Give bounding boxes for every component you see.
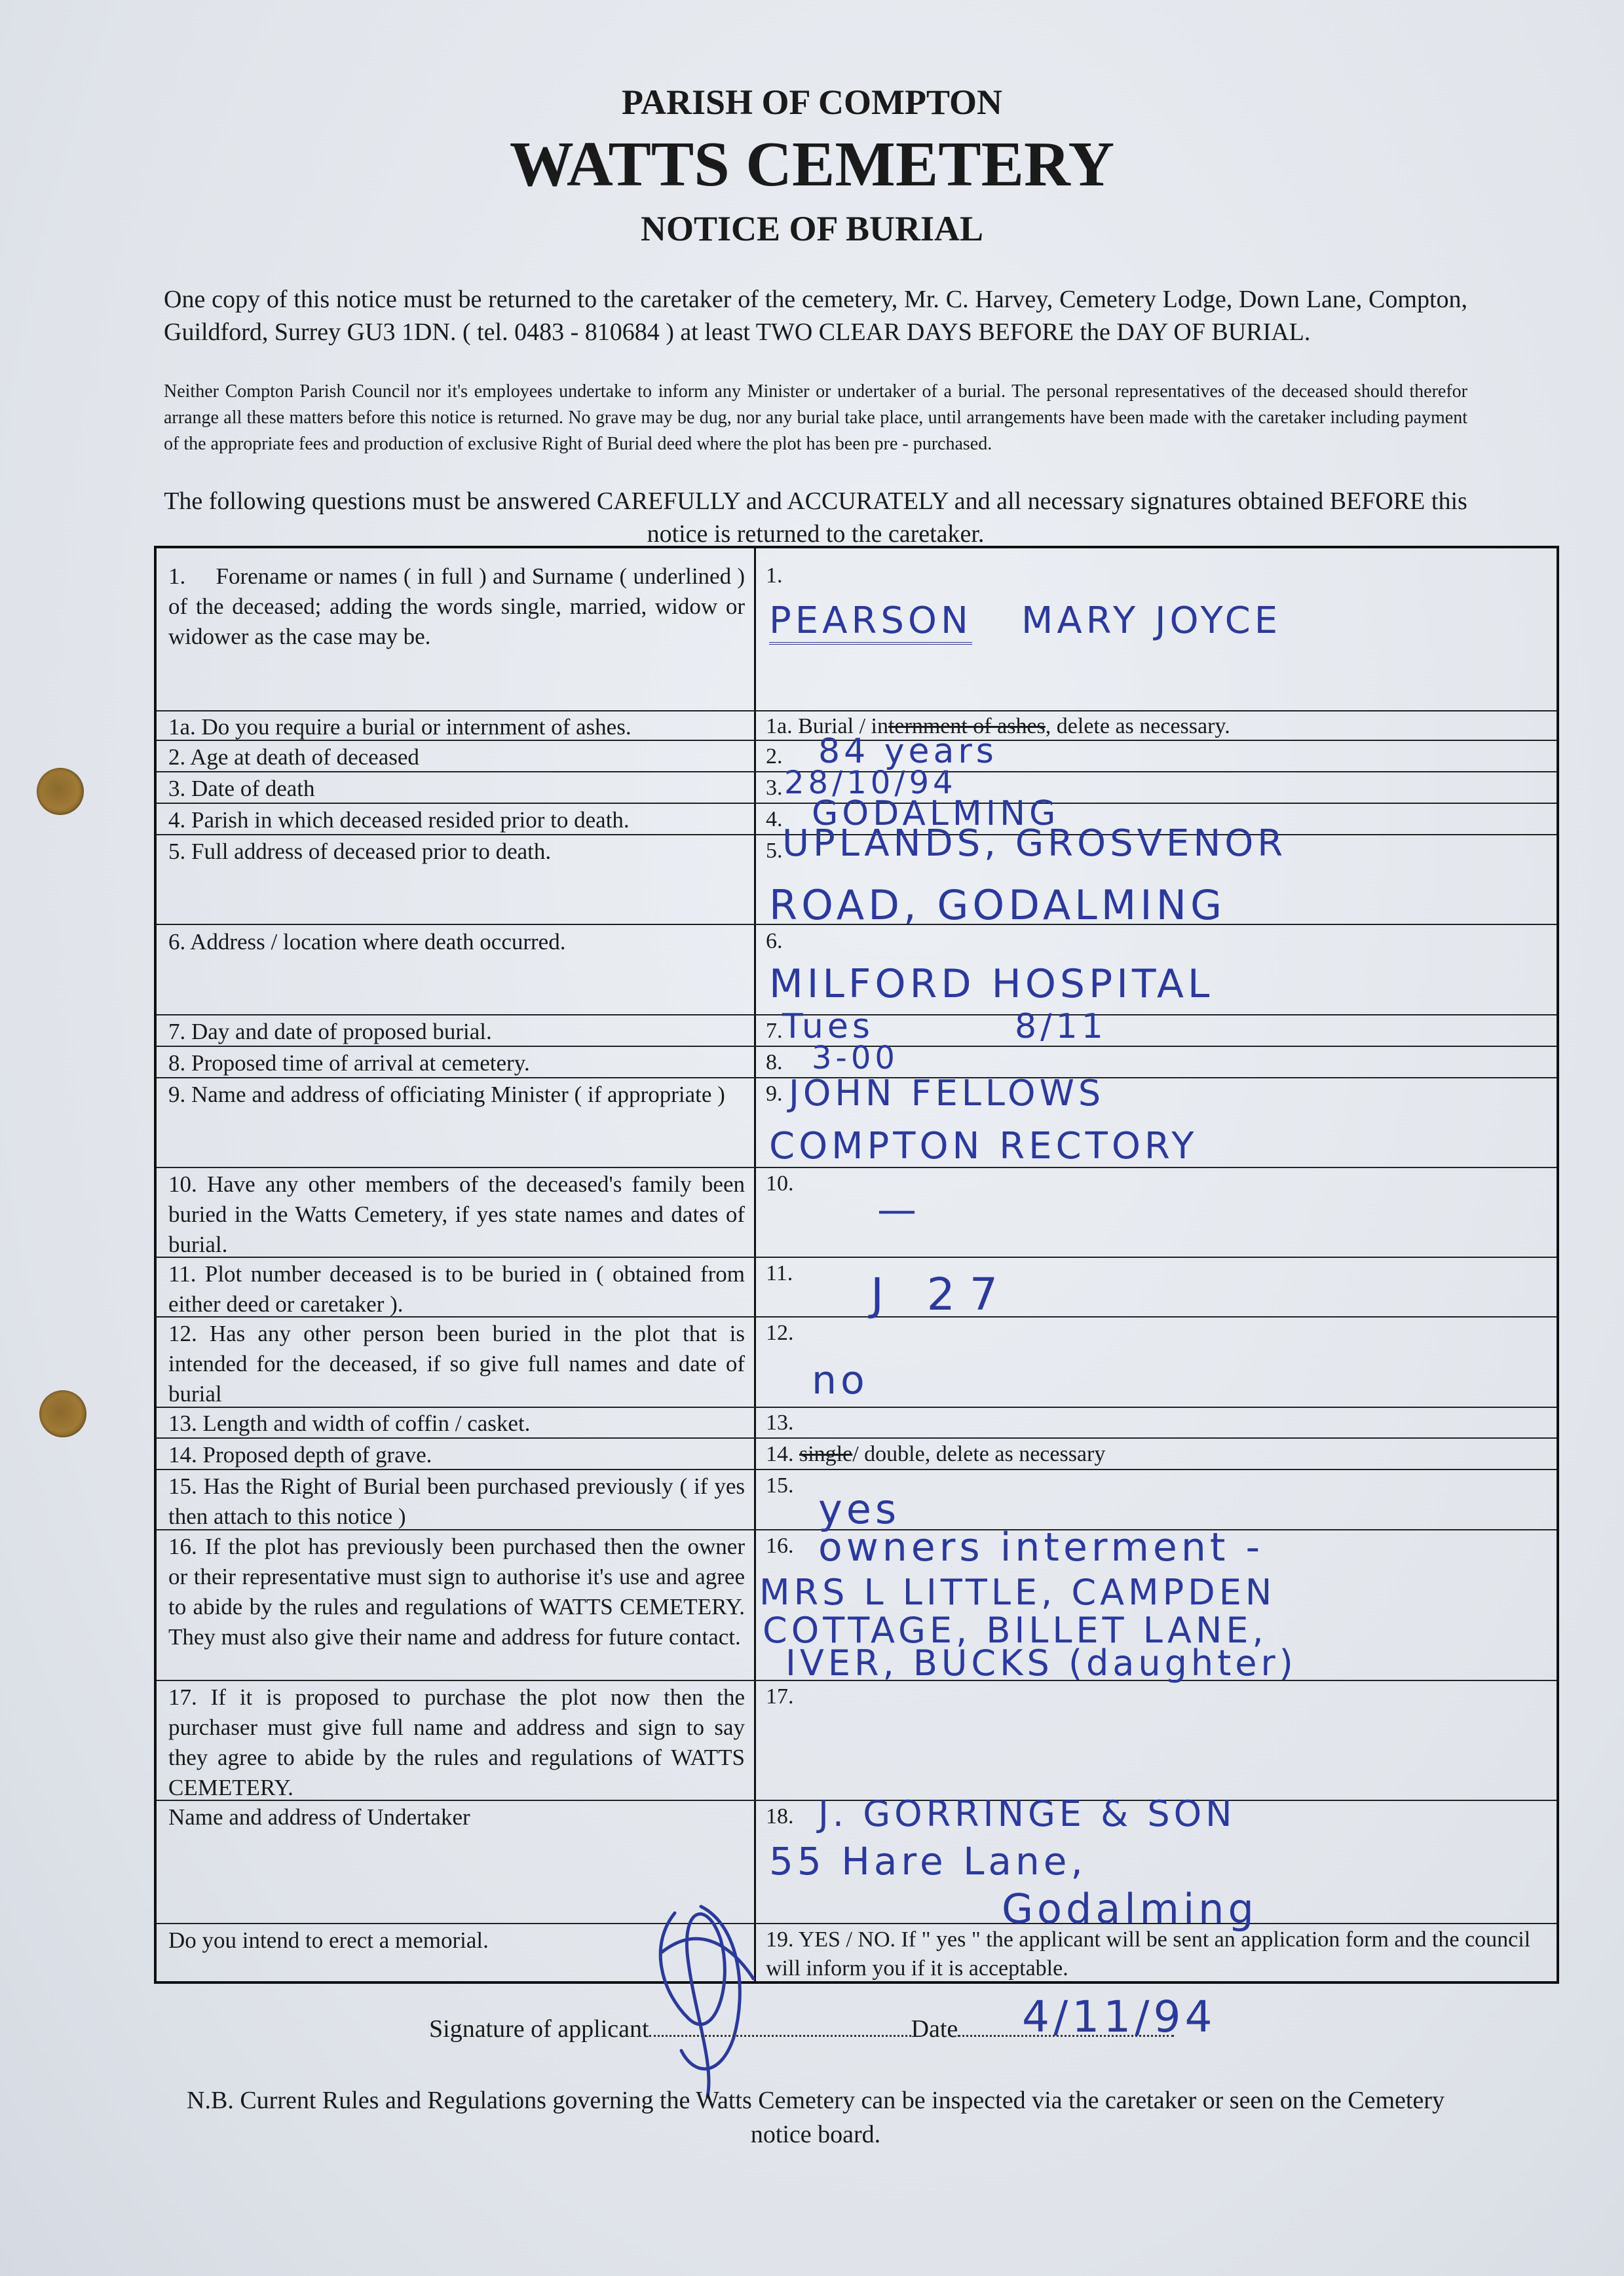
handwritten-undertaker-line1: J. GORRINGE & SON bbox=[818, 1793, 1236, 1834]
handwritten-owner-line3: COTTAGE, BILLET LANE, bbox=[763, 1610, 1268, 1651]
handwritten-q15-answer: yes bbox=[818, 1485, 901, 1533]
handwritten-plot-number: J 27 bbox=[871, 1269, 1013, 1321]
burial-form bbox=[154, 546, 1559, 1984]
handwritten-date-of-death: 28/10/94 bbox=[784, 765, 957, 801]
question-19: Do you intend to erect a memorial. bbox=[168, 1927, 489, 1953]
page-subtitle: NOTICE OF BURIAL bbox=[640, 209, 984, 248]
question-6: 6. Address / location where death occurred. bbox=[168, 929, 566, 955]
handwritten-arrival-time: 3-00 bbox=[812, 1040, 899, 1076]
answer-label-6: 6. bbox=[766, 929, 783, 953]
handwritten-owner-line1: owners interment - bbox=[818, 1525, 1264, 1570]
answer-label-1a-suffix: , delete as necessary. bbox=[1045, 714, 1230, 738]
answer-label-16: 16. bbox=[766, 1534, 794, 1558]
question-1a: 1a. Do you require a burial or internment of ashes. bbox=[168, 714, 632, 740]
question-14: 14. Proposed depth of grave. bbox=[168, 1442, 432, 1468]
answer-label-14 bbox=[766, 1440, 1105, 1469]
date-label: Date bbox=[911, 2015, 958, 2043]
row-rule bbox=[157, 710, 1557, 711]
column-divider bbox=[754, 548, 756, 1981]
question-7: 7. Day and date of proposed burial. bbox=[168, 1019, 492, 1044]
handwritten-owner-line2: MRS L LITTLE, CAMPDEN bbox=[759, 1572, 1276, 1613]
question-9: 9. Name and address of officiating Minister ( if appropriate ) bbox=[168, 1082, 725, 1107]
handwritten-signature-date: 4/11/94 bbox=[1022, 1992, 1217, 2042]
question-17: 17. If it is proposed to purchase the plot now then the purchaser must give full name and address and sign to say they agree to abide by the rules and regulations of WATTS CEMETERY. bbox=[168, 1684, 745, 1800]
question-2: 2. Age at death of deceased bbox=[168, 744, 419, 770]
footer-note: N.B. Current Rules and Regulations governing the Watts Cemetery can be inspected via the caretaker or seen on the Cemetery notice board. bbox=[187, 2087, 1445, 2148]
answer-label-7: 7. bbox=[766, 1019, 783, 1043]
answer-label-9: 9. bbox=[766, 1082, 783, 1106]
answer-label-14-suffix: / double, delete as necessary bbox=[852, 1442, 1106, 1466]
answer-label-12: 12. bbox=[766, 1321, 794, 1345]
intro-text: One copy of this notice must be returned to the caretaker of the cemetery, Mr. C. Harvey, Cemetery Lodge, Down Lane, Compton, Guildford, Surrey GU3 1DN. ( tel. 0483 - 810684 ) at least TWO CLEAR DAYS BEFORE the DAY OF BURIAL. bbox=[164, 286, 1467, 346]
answer-label-2: 2. bbox=[766, 744, 783, 768]
answer-label-10: 10. bbox=[766, 1171, 794, 1196]
handwritten-burial-date: 8/11 bbox=[1015, 1007, 1107, 1046]
applicant-signature bbox=[635, 1887, 780, 2103]
handwritten-undertaker-line3: Godalming bbox=[1002, 1885, 1258, 1933]
question-3: 3. Date of death bbox=[168, 776, 315, 801]
question-11: 11. Plot number deceased is to be buried in ( obtained from either deed or caretaker ). bbox=[168, 1261, 745, 1317]
answer-label-4: 4. bbox=[766, 807, 783, 831]
handwritten-address-line1: UPLANDS, GROSVENOR bbox=[782, 822, 1287, 865]
disclaimer-text: Neither Compton Parish Council nor it's employees undertake to inform any Minister or undertaker of a burial. The personal representatives of the deceased should therefor arrange all these matters before this notice is returned. No grave may be dug, nor any burial take place, until arrangements have been made with the caretaker including payment of the appropriate fees and production of exclusive Right of Burial deed where the plot has been pre - purchased. bbox=[164, 381, 1467, 454]
answer-label-5: 5. bbox=[766, 839, 783, 863]
row-rule bbox=[157, 1923, 1557, 1924]
answer-label-1a-struck: ternment of ashes bbox=[888, 714, 1046, 738]
handwritten-surname: PEARSON bbox=[769, 599, 972, 645]
answer-label-18: 18. bbox=[766, 1804, 794, 1829]
answer-label-1: 1. bbox=[766, 563, 783, 588]
handwritten-burial-day: Tues bbox=[782, 1007, 874, 1046]
handwritten-forenames: MARY JOYCE bbox=[1021, 599, 1282, 642]
answer-label-11: 11. bbox=[766, 1261, 793, 1285]
handwritten-minister-name: JOHN FELLOWS bbox=[789, 1072, 1105, 1114]
instructions-text: The following questions must be answered CAREFULLY and ACCURATELY and all necessary signatures obtained BEFORE this notice is returned to the caretaker. bbox=[164, 487, 1467, 548]
question-8: 8. Proposed time of arrival at cemetery. bbox=[168, 1050, 530, 1076]
question-1: 1. Forename or names ( in full ) and Surname ( underlined ) of the deceased; adding the words single, married, widow or widower as the case may be. bbox=[168, 563, 745, 649]
answer-label-1a-prefix: 1a. Burial / in bbox=[766, 714, 888, 738]
answer-label-14-prefix: 14. bbox=[766, 1442, 799, 1466]
punch-hole-bottom bbox=[39, 1390, 86, 1437]
handwritten-death-location: MILFORD HOSPITAL bbox=[769, 961, 1214, 1007]
answer-label-13: 13. bbox=[766, 1411, 794, 1435]
answer-label-17: 17. bbox=[766, 1684, 794, 1709]
handwritten-q10-dash: — bbox=[877, 1187, 920, 1233]
question-5: 5. Full address of deceased prior to death. bbox=[168, 839, 552, 864]
page-title: WATTS CEMETERY bbox=[509, 129, 1115, 200]
signature-label: Signature of applicant bbox=[429, 2015, 649, 2043]
handwritten-minister-address: COMPTON RECTORY bbox=[769, 1125, 1198, 1167]
question-10: 10. Have any other members of the deceased's family been buried in the Watts Cemetery, if yes state names and dates of burial. bbox=[168, 1171, 745, 1257]
handwritten-parish: GODALMING bbox=[812, 794, 1060, 833]
handwritten-address-line2: ROAD, GODALMING bbox=[769, 881, 1226, 929]
handwritten-age: 84 years bbox=[818, 732, 998, 771]
question-16: 16. If the plot has previously been purchased then the owner or their representative must sign to authorise it's use and agree to abide by the rules and regulations of WATTS CEMETERY. They must also give their name and address for future contact. bbox=[168, 1534, 745, 1650]
answer-label-19: 19. YES / NO. If " yes " the applicant will be sent an application form and the council will inform you if it is acceptable. bbox=[766, 1927, 1531, 1981]
question-13: 13. Length and width of coffin / casket. bbox=[168, 1411, 531, 1436]
punch-hole-top bbox=[37, 768, 84, 815]
question-15: 15. Has the Right of Burial been purchased previously ( if yes then attach to this notice ) bbox=[168, 1473, 745, 1529]
answer-label-14-struck: single bbox=[799, 1442, 853, 1466]
question-4: 4. Parish in which deceased resided prior to death. bbox=[168, 807, 630, 833]
handwritten-owner-line4: IVER, BUCKS (daughter) bbox=[785, 1642, 1297, 1684]
question-12: 12. Has any other person been buried in the plot that is intended for the deceased, if so give full names and date of burial bbox=[168, 1321, 745, 1407]
answer-label-8: 8. bbox=[766, 1050, 783, 1074]
handwritten-undertaker-line2: 55 Hare Lane, bbox=[769, 1839, 1087, 1884]
parish-heading: PARISH OF COMPTON bbox=[621, 83, 1002, 122]
signature-dots bbox=[649, 2035, 911, 2037]
answer-label-3: 3. bbox=[766, 776, 783, 800]
handwritten-q12-answer: no bbox=[812, 1357, 869, 1403]
question-18: Name and address of Undertaker bbox=[168, 1804, 470, 1830]
answer-label-15: 15. bbox=[766, 1473, 794, 1498]
